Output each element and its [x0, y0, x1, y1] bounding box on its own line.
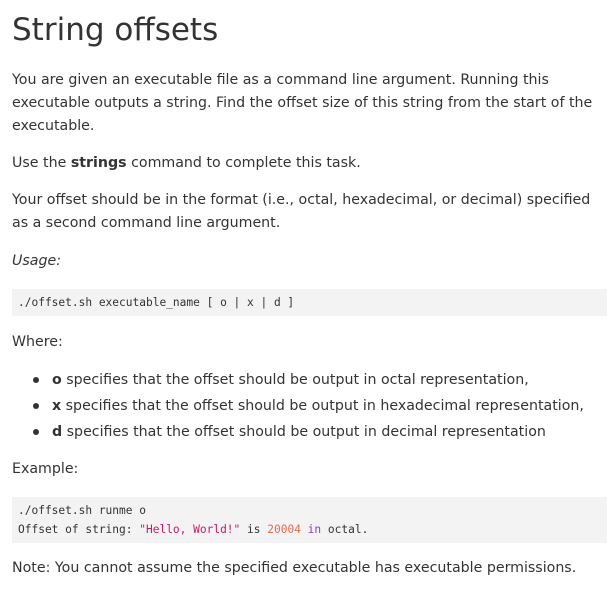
bullet-icon	[33, 429, 39, 435]
code-text: is	[240, 523, 268, 536]
example-code-block	[12, 497, 607, 543]
bullet-icon	[33, 403, 39, 409]
code-keyword: in	[300, 523, 322, 536]
use-prefix: Use the	[12, 155, 71, 171]
usage-code-block	[12, 289, 607, 316]
example-label: Example:	[12, 461, 79, 477]
option-flag: o	[52, 372, 62, 388]
page-title: String offsets	[12, 12, 219, 48]
use-suffix: command to complete this task.	[126, 155, 361, 171]
option-desc: specifies that the offset should be output in octal representation,	[61, 372, 529, 388]
bullet-icon	[33, 377, 39, 383]
code-string-literal: "Hello, World!"	[139, 523, 241, 536]
option-flag: x	[52, 398, 62, 414]
strings-command: strings	[70, 155, 127, 171]
intro-paragraph: You are given an executable file as a command line argument. Running this executable outputs a string. Find the offset size of this string from the start of the executable.	[12, 72, 593, 134]
list-item	[12, 367, 584, 393]
example-code-line-2	[18, 520, 607, 539]
usage-label: Usage:	[12, 253, 61, 269]
code-text: Offset of string:	[18, 523, 140, 536]
example-code-line-1: ./offset.sh runme o	[18, 504, 146, 517]
code-text: octal.	[321, 523, 369, 536]
list-item	[12, 393, 584, 419]
use-strings-paragraph	[12, 152, 361, 175]
where-label: Where:	[12, 334, 63, 350]
code-number-literal: 20004	[267, 523, 301, 536]
option-flag: d	[52, 424, 63, 440]
usage-code-line: ./offset.sh executable_name [ o | x | d ]	[18, 296, 295, 309]
option-desc: specifies that the offset should be output in hexadecimal representation,	[61, 398, 584, 414]
format-paragraph: Your offset should be in the format (i.e., octal, hexadecimal, or decimal) specified as a second command line argument.	[12, 192, 591, 231]
list-item	[12, 419, 584, 445]
permissions-note: Note: You cannot assume the specified executable has executable permissions.	[12, 560, 577, 576]
option-desc: specifies that the offset should be output in decimal representation	[62, 424, 546, 440]
options-list	[12, 367, 584, 445]
